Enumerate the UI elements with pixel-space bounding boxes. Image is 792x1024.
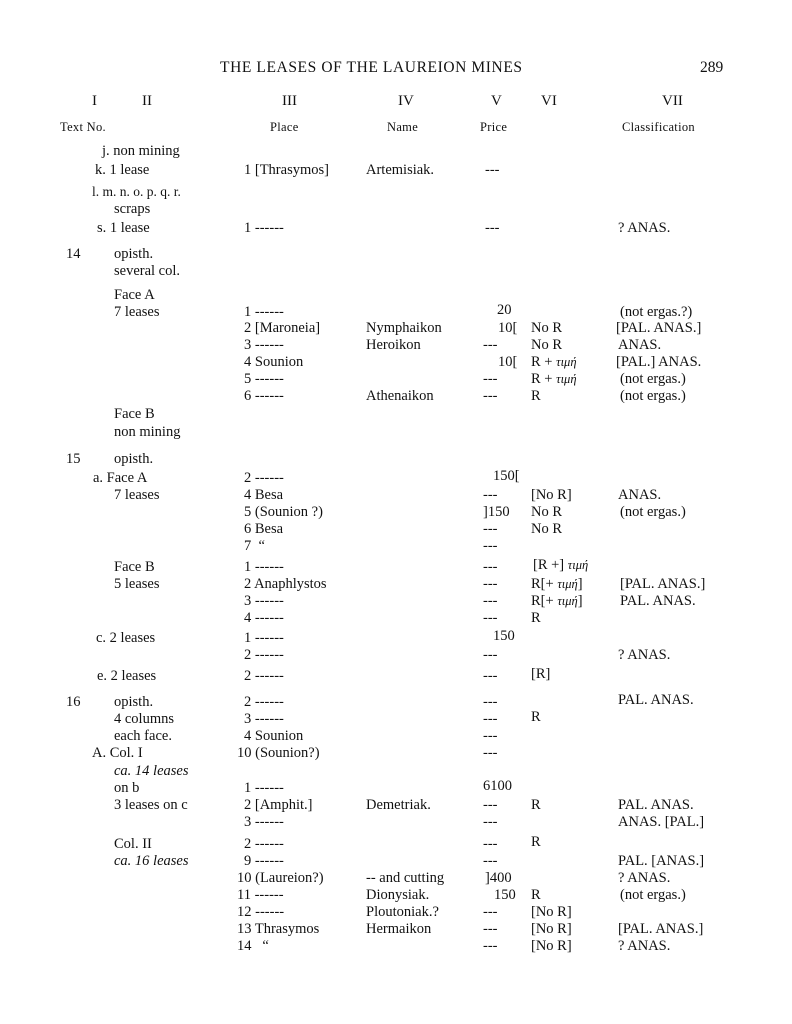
entry-label: each face. [114, 728, 172, 744]
cell-classification: PAL. ANAS. [618, 797, 694, 813]
cell-price: ]150 [483, 504, 510, 520]
cell-classification: ANAS. [618, 337, 662, 353]
cell-royalty: R [531, 388, 541, 404]
face-label: Face A [114, 287, 155, 303]
cell-price: 150[ [493, 468, 520, 484]
cell-royalty: R[+ τιμή] [531, 593, 583, 609]
cell-place: 5 (Sounion ?) [244, 504, 323, 520]
cell-place: 2 ------ [244, 836, 284, 852]
cell-price: 10[ [498, 354, 518, 370]
cell-place: 4 ------ [244, 610, 284, 626]
cell-place: 2 [Amphit.] [244, 797, 313, 813]
entry-label [114, 763, 189, 780]
greek-word: τιμή [556, 372, 577, 386]
entry-label-italic: ca. 16 leases [114, 853, 189, 869]
cell-name: -- and cutting [366, 870, 445, 886]
cell-price: --- [483, 371, 498, 387]
cell-price: --- [483, 694, 498, 710]
cell-royalty: [No R] [531, 938, 572, 954]
cell-place: 9 ------ [244, 853, 284, 869]
cell-name: Nymphaikon [366, 320, 442, 336]
cell-classification: ? ANAS. [618, 647, 671, 663]
cell-royalty: [No R] [531, 921, 572, 937]
cell-place: 11 ------ [237, 887, 284, 903]
cell-place: 2 ------ [244, 668, 284, 684]
entry-label: l. m. n. o. p. q. r. [92, 184, 181, 199]
cell-price: --- [483, 337, 498, 353]
entry-label: opisth. [114, 694, 154, 710]
face-label: a. Face A [93, 470, 148, 486]
cell-price: ]400 [485, 870, 512, 886]
cell-place: 7 “ [244, 538, 265, 554]
entry-label: 7 leases [114, 304, 160, 320]
cell-price: --- [483, 487, 498, 503]
column-label-price: Price [480, 120, 508, 134]
cell-price: --- [483, 836, 498, 852]
cell-price: --- [483, 904, 498, 920]
cell-classification: ? ANAS. [618, 870, 671, 886]
entry-label: 5 leases [114, 576, 160, 592]
column-label-name: Name [387, 120, 419, 134]
cell-name: Athenaikon [366, 388, 434, 404]
cell-classification: PAL. ANAS. [618, 692, 694, 708]
greek-word: τιμή [567, 558, 589, 572]
entry-label: 7 leases [114, 487, 160, 503]
cell-classification: [PAL. ANAS.] [618, 921, 704, 937]
cell-price: 150 [493, 628, 515, 644]
cell-place: 2 ------ [244, 647, 284, 663]
column-numeral-vii: VII [662, 93, 683, 109]
cell-royalty: R [531, 834, 541, 850]
cell-classification: [PAL.] ANAS. [616, 354, 702, 370]
cell-classification: [PAL. ANAS.] [616, 320, 702, 336]
column-numeral-vi: VI [541, 93, 557, 109]
cell-royalty: No R [531, 521, 563, 537]
entry-label: non mining [114, 424, 181, 440]
cell-place: 3 ------ [244, 593, 284, 609]
cell-price: --- [483, 521, 498, 537]
cell-price: --- [483, 938, 498, 954]
entry-label: k. 1 lease [95, 162, 150, 178]
cell-place: 10 (Laureion?) [237, 870, 324, 886]
entry-label: Col. II [114, 836, 152, 852]
cell-place: 6 ------ [244, 388, 284, 404]
cell-price: --- [483, 711, 498, 727]
face-label: Face B [114, 406, 155, 422]
greek-word: τιμή [556, 355, 577, 369]
entry-label: e. 2 leases [97, 668, 157, 684]
entry-label: on b [114, 780, 140, 796]
cell-place: 12 ------ [237, 904, 285, 920]
cell-name: Heroikon [366, 337, 421, 353]
cell-classification: (not ergas.) [620, 504, 686, 520]
cell-classification: (not ergas.) [620, 388, 686, 404]
cell-price: --- [483, 538, 498, 554]
text-number: 14 [66, 246, 81, 262]
cell-royalty: R[+ τιμή] [531, 576, 583, 592]
entry-label: 3 leases on c [114, 797, 188, 813]
column-label-place: Place [270, 120, 299, 134]
cell-price: --- [483, 388, 498, 404]
cell-price: 20 [497, 302, 512, 318]
cell-place: 1 ------ [244, 630, 284, 646]
cell-place: 5 ------ [244, 371, 284, 387]
cell-price: 150 [494, 887, 516, 903]
entry-label: opisth. [114, 246, 154, 262]
cell-price: --- [483, 797, 498, 813]
cell-price: 10[ [498, 320, 518, 336]
entry-label: 4 columns [114, 711, 175, 727]
cell-place: 6 Besa [244, 521, 284, 537]
cell-place: 4 Sounion [244, 354, 304, 370]
cell-price: --- [483, 610, 498, 626]
running-title: THE LEASES OF THE LAUREION MINES [220, 59, 523, 76]
cell-royalty: R [531, 887, 541, 903]
cell-classification: PAL. [ANAS.] [618, 853, 705, 869]
cell-royalty: [No R] [531, 904, 572, 920]
cell-royalty: R [531, 610, 541, 626]
column-numeral-v: V [491, 93, 502, 109]
cell-price: --- [483, 814, 498, 830]
cell-classification: ? ANAS. [618, 938, 671, 954]
cell-price: --- [483, 593, 498, 609]
cell-place: 4 Besa [244, 487, 284, 503]
cell-royalty: No R [531, 337, 563, 353]
cell-classification: ? ANAS. [618, 220, 671, 236]
column-label-classification: Classification [622, 120, 695, 134]
greek-word: τιμή [557, 594, 578, 608]
entry-label [114, 853, 189, 870]
cell-price: --- [483, 576, 498, 592]
cell-classification: (not ergas.) [620, 887, 686, 903]
entry-label: opisth. [114, 451, 154, 467]
cell-place: 3 ------ [244, 337, 284, 353]
cell-royalty: R + τιμή [531, 354, 577, 370]
cell-price: --- [483, 853, 498, 869]
cell-place: 2 Anaphlystos [244, 576, 327, 592]
cell-place: 1 ------ [244, 304, 284, 320]
cell-place: 1 ------ [244, 220, 284, 236]
cell-price: --- [483, 745, 498, 761]
cell-price: 6100 [483, 778, 512, 794]
entry-label-italic: ca. 14 leases [114, 763, 189, 779]
cell-classification: ANAS. [618, 487, 662, 503]
cell-place: 1 ------ [244, 780, 284, 796]
column-label-text-no: Text No. [60, 120, 106, 134]
cell-place: 2 [Maroneia] [244, 320, 321, 336]
face-label: Face B [114, 559, 155, 575]
entry-label: s. 1 lease [97, 220, 150, 236]
cell-name: Ploutoniak.? [366, 904, 439, 920]
cell-place: 3 ------ [244, 814, 284, 830]
cell-royalty: [No R] [531, 487, 572, 503]
cell-price: --- [485, 162, 500, 178]
cell-royalty: No R [531, 504, 563, 520]
cell-price: --- [483, 921, 498, 937]
cell-name: Artemisiak. [366, 162, 435, 178]
cell-royalty: [R] [531, 666, 551, 682]
cell-price: --- [485, 220, 500, 236]
cell-place: 14 “ [237, 938, 269, 954]
cell-price: --- [483, 647, 498, 663]
cell-royalty: R + τιμή [531, 371, 577, 387]
entry-label: c. 2 leases [96, 630, 156, 646]
cell-royalty: R [531, 797, 541, 813]
cell-name: Hermaikon [366, 921, 432, 937]
text-number: 16 [66, 694, 81, 710]
cell-name: Dionysiak. [366, 887, 430, 903]
cell-royalty: R [531, 709, 541, 725]
column-numeral-iv: IV [398, 93, 414, 109]
cell-classification: (not ergas.) [620, 371, 686, 387]
cell-classification: [PAL. ANAS.] [620, 576, 706, 592]
column-numeral-i: I [92, 93, 97, 109]
cell-name: Demetriak. [366, 797, 431, 813]
entry-label: A. Col. I [92, 745, 143, 761]
column-numeral-ii: II [142, 93, 152, 109]
entry-label: j. non mining [102, 143, 180, 159]
cell-royalty: No R [531, 320, 563, 336]
cell-price: --- [483, 559, 498, 575]
cell-place: 3 ------ [244, 711, 284, 727]
cell-place: 1 [Thrasymos] [244, 162, 329, 178]
entry-label: scraps [114, 201, 151, 217]
cell-royalty: [R +] τιμή [533, 557, 589, 573]
cell-place: 13 Thrasymos [237, 921, 320, 937]
text-number: 15 [66, 451, 81, 467]
cell-place: 4 Sounion [244, 728, 304, 744]
entry-label: several col. [114, 263, 181, 279]
page-number: 289 [700, 59, 724, 76]
cell-classification: (not ergas.?) [620, 304, 693, 320]
cell-place: 1 ------ [244, 559, 284, 575]
cell-classification: ANAS. [PAL.] [618, 814, 705, 830]
cell-price: --- [483, 728, 498, 744]
cell-place: 2 ------ [244, 694, 284, 710]
cell-price: --- [483, 668, 498, 684]
cell-place: 10 (Sounion?) [237, 745, 320, 761]
column-numeral-iii: III [282, 93, 297, 109]
cell-place: 2 ------ [244, 470, 284, 486]
cell-classification: PAL. ANAS. [620, 593, 696, 609]
greek-word: τιμή [557, 577, 578, 591]
